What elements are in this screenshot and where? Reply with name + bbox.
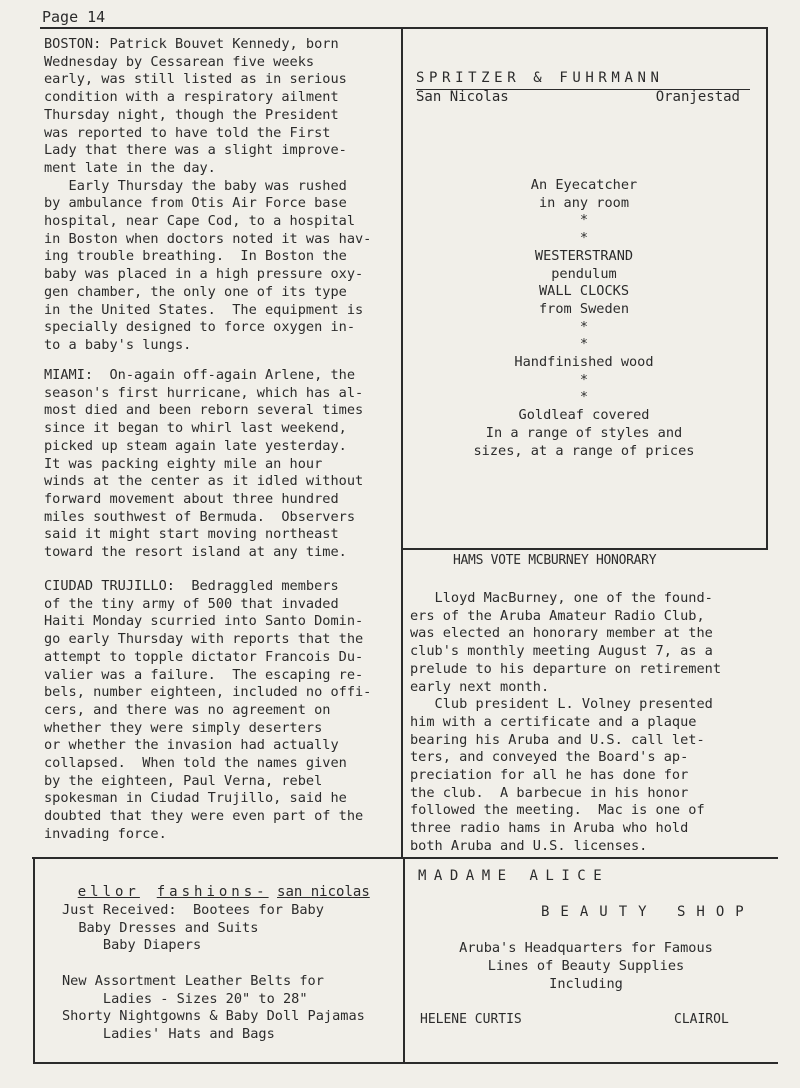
ad-line: Handfinished wood bbox=[514, 354, 654, 371]
ellor-fashions-ad bbox=[36, 860, 402, 1060]
ciudad-trujillo-article: CIUDAD TRUJILLO: Bedraggled members of the tiny army of 500 that invaded Haiti Monday scurried into Santo Domin- go early Thursday with reports that the attempt to topple dictator Francois Du- valier was a failure. The escaping re- bels, number eighteen, included no offi- cers, and there was no agreement on whether they were simply deserters or whether the invasion had actually collapsed. When told the names given by the eighteen, Paul Verna, rebel spokesman in Ciudad Trujillo, said he doubted that they were even part of the invading force. bbox=[44, 578, 372, 842]
ellor-ad-body: Just Received: Bootees for Baby Baby Dresses and Suits Baby Diapers New Assortment Leather Belts for Ladies - Sizes 20" to 28" Shorty Nightgowns & Baby Doll Pajamas Ladies' Hats and Bags bbox=[62, 902, 365, 1042]
ad-line: * bbox=[579, 336, 589, 353]
miami-article: MIAMI: On-again off-again Arlene, the season's first hurricane, which has al- most died and been reborn several times since it began to whirl last weekend, picked up steam again late yesterday. It was packing eighty mile an hour winds at the center as it idled without forward movement about three hundred miles southwest of Bermuda. Observers said it might start moving northeast toward the resort island at any time. bbox=[44, 367, 364, 561]
ad-line: * bbox=[579, 371, 589, 388]
boston-article: BOSTON: Patrick Bouvet Kennedy, born Wednesday by Cessarean five weeks early, was still listed as in serious condition with a respiratory ailment Thursday night, though the President was reported to have told the First Lady that there was a slight improve- ment late in the day. Early Thursday the baby was rushed by ambulance from Otis Air Force base hospital, near Cape Cod, to a hospital in Boston when doctors noted it was hav- ing trouble breathing. In Boston the baby was placed in a high pressure oxy- gen chamber, the only one of its type in the United States. The equipment is specially designed to force oxygen in- to a baby's lungs. bbox=[44, 36, 372, 353]
ellor-location: san nicolas bbox=[277, 884, 370, 900]
ad-line: An Eyecatcher bbox=[530, 177, 638, 193]
ad-line: in any room bbox=[538, 194, 630, 211]
ad-line: from Sweden bbox=[538, 300, 630, 317]
top-rule bbox=[40, 27, 768, 29]
ad-line: * bbox=[579, 318, 589, 335]
spritzer-ad-body bbox=[404, 177, 764, 460]
spritzer-location-san-nicolas: San Nicolas bbox=[416, 89, 509, 105]
ad-line: pendulum bbox=[551, 265, 617, 282]
spritzer-fuhrmann-ad bbox=[404, 60, 764, 544]
ellor-fashions: fashions- bbox=[156, 884, 269, 900]
alice-line-2: Lines of Beauty Supplies bbox=[487, 958, 685, 974]
spritzer-location-oranjestad: Oranjestad bbox=[655, 89, 740, 105]
alice-subtitle: BEAUTY SHOP bbox=[541, 904, 755, 920]
alice-line-3: Including bbox=[549, 976, 623, 992]
alice-brand-clairol: CLAIROL bbox=[674, 1012, 729, 1027]
bottom-rule bbox=[33, 1062, 778, 1064]
ad-line: Goldleaf covered bbox=[518, 407, 650, 424]
alice-title: MADAME ALICE bbox=[418, 868, 610, 884]
spritzer-brand: SPRITZER & FUHRMANN bbox=[416, 70, 664, 86]
ad-line: * bbox=[579, 230, 589, 247]
ad-line: * bbox=[579, 212, 589, 229]
ad-line: WESTERSTRAND bbox=[534, 247, 634, 264]
ad-line: * bbox=[579, 389, 589, 406]
hams-article: Lloyd MacBurney, one of the found- ers of the Aruba Amateur Radio Club, was elected an honorary member at the club's monthly meeting August 7, as a prelude to his departure on retirement early next month. Club president L. Volney presented him with a certificate and a plaque bearing his Aruba and U.S. call let- ters, and conveyed the Board's ap- preciation for all he has done for the club. A barbecue in his honor followed the meeting. Mac is one of three radio hams in Aruba who hold both Aruba and U.S. licenses. bbox=[410, 590, 721, 854]
page-number: Page 14 bbox=[42, 8, 106, 26]
bottom-ads-top-rule bbox=[32, 857, 778, 859]
ad-line: WALL CLOCKS bbox=[538, 283, 630, 300]
alice-brand-helene-curtis: HELENE CURTIS bbox=[420, 1012, 522, 1027]
hams-headline: HAMS VOTE MCBURNEY HONORARY bbox=[453, 553, 657, 568]
spritzer-ad-bottom-rule bbox=[401, 548, 768, 550]
alice-line-1: Aruba's Headquarters for Famous bbox=[459, 940, 713, 956]
column-divider bbox=[401, 27, 403, 857]
right-box-edge bbox=[766, 27, 768, 550]
ad-line: In a range of styles and bbox=[485, 424, 683, 441]
bottom-ads-left-edge bbox=[33, 857, 35, 1063]
madame-alice-ad bbox=[406, 860, 772, 1060]
ellor-brand: ellor bbox=[77, 884, 140, 900]
ad-line: sizes, at a range of prices bbox=[473, 442, 695, 459]
